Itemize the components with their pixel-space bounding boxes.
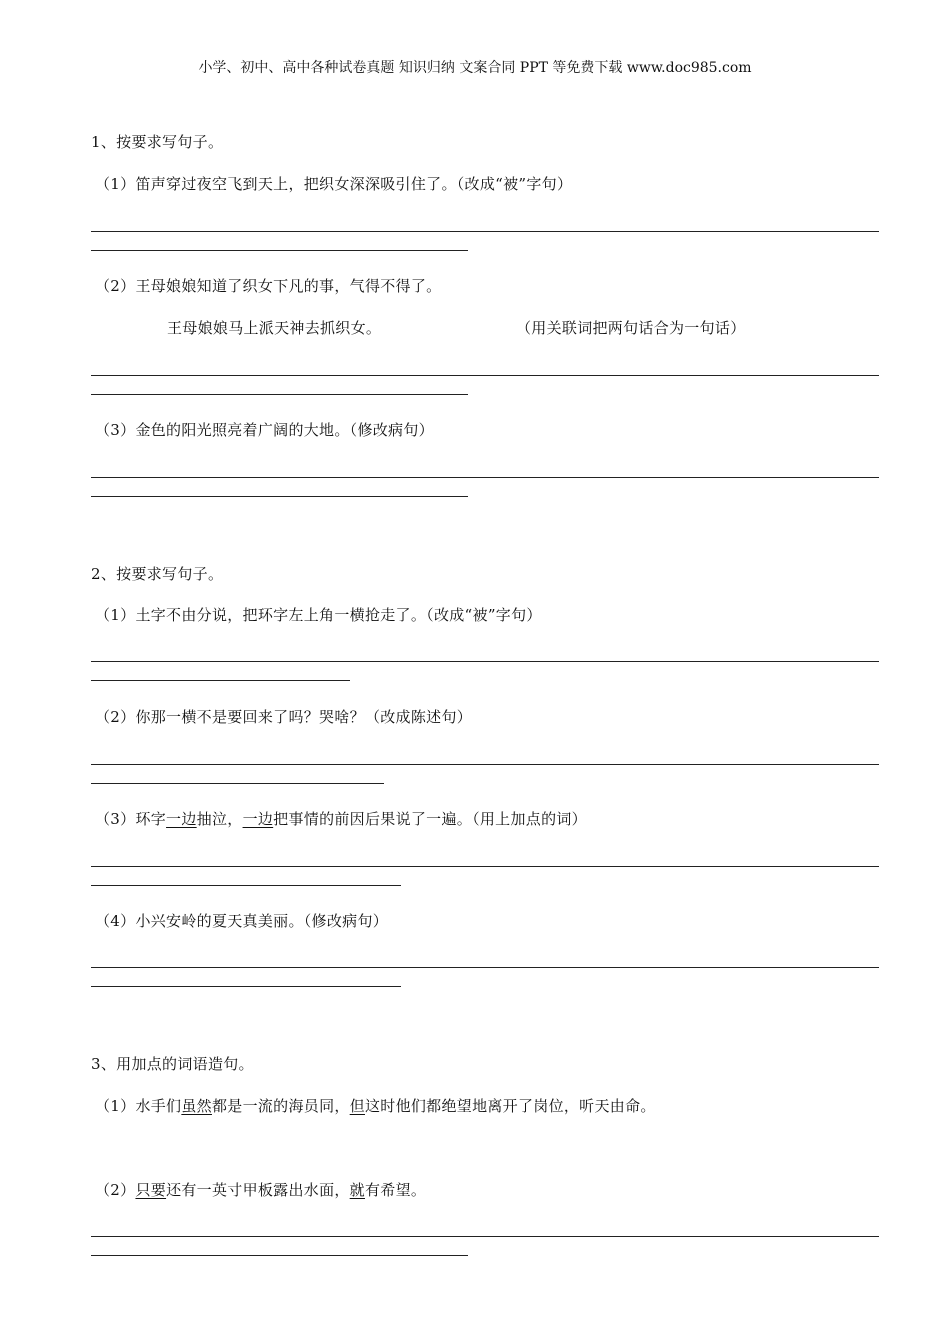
question-2-2: （2）你那一横不是要回来了吗？哭啥？（改成陈述句）: [95, 708, 473, 726]
answer-line: [91, 1255, 468, 1256]
answer-line: [91, 496, 468, 497]
question-3-2: （2）只要还有一英寸甲板露出水面，就有希望。: [95, 1181, 427, 1199]
answer-line: [91, 375, 879, 376]
answer-line: [91, 764, 879, 765]
answer-line: [91, 231, 879, 232]
question-2-1: （1）土字不由分说，把环字左上角一横抢走了。（改成“被”字句）: [95, 606, 542, 624]
answer-line: [91, 394, 468, 395]
answer-line: [91, 477, 879, 478]
question-3-1: （1）水手们虽然都是一流的海员同，但这时他们都绝望地离开了岗位，听天由命。: [95, 1097, 656, 1115]
question-1-2-second-sentence: 王母娘娘马上派天神去抓织女。: [167, 319, 382, 337]
question-1-1: （1）笛声穿过夜空飞到天上，把织女深深吸引住了。（改成“被”字句）: [95, 175, 573, 193]
answer-line: [91, 885, 401, 886]
emphasized-word: 就: [349, 1181, 365, 1199]
answer-line: [91, 967, 879, 968]
section-3-title: 3、用加点的词语造句。: [91, 1055, 254, 1073]
answer-line: [91, 783, 384, 784]
question-1-2-instruction: （用关联词把两句话合为一句话）: [516, 319, 746, 337]
section-2-title: 2、按要求写句子。: [91, 565, 224, 583]
section-1-title: 1、按要求写句子。: [91, 133, 224, 151]
question-2-3: （3）环字一边抽泣，一边把事情的前因后果说了一遍。（用上加点的词）: [95, 810, 587, 828]
question-1-3: （3）金色的阳光照亮着广阔的大地。（修改病句）: [95, 421, 434, 439]
page-header: 小学、初中、高中各种试卷真题 知识归纳 文案合同 PPT 等免费下载 www.doc985.com: [198, 60, 752, 76]
answer-line: [91, 986, 401, 987]
answer-line: [91, 250, 468, 251]
question-1-2: （2）王母娘娘知道了织女下凡的事，气得不得了。: [95, 277, 442, 295]
emphasized-word: 虽然: [181, 1097, 212, 1115]
answer-line: [91, 1236, 879, 1237]
emphasized-word: 一边: [166, 810, 197, 828]
emphasized-word: 只要: [135, 1181, 167, 1199]
emphasized-word: 一边: [242, 810, 274, 828]
emphasized-word: 但: [349, 1097, 365, 1115]
answer-line: [91, 661, 879, 662]
answer-line: [91, 680, 350, 681]
question-2-4: （4）小兴安岭的夏天真美丽。（修改病句）: [95, 912, 389, 930]
answer-line: [91, 866, 879, 867]
